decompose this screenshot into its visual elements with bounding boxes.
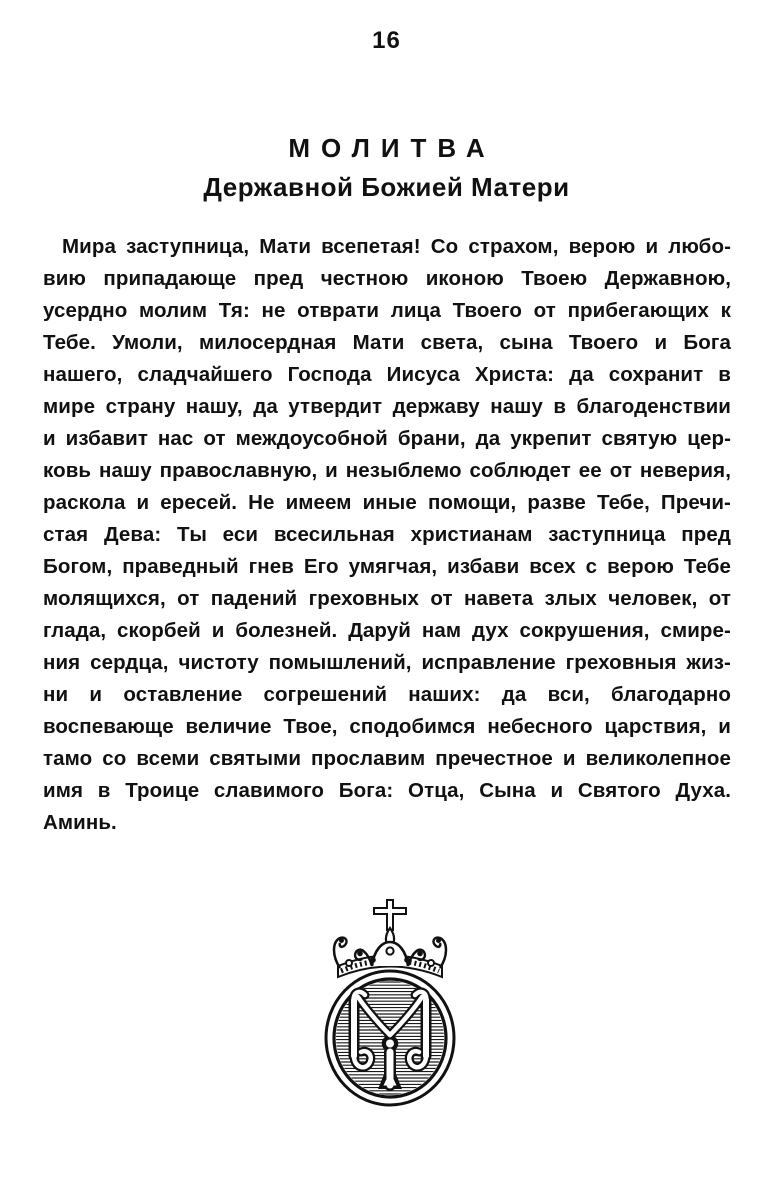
prayer-line: усердно молим Тя: не отврати лица Твоего от прибегающих к [43, 299, 731, 322]
prayer-line: Аминь. [43, 811, 117, 834]
prayer-line: Мира заступница, Мати всепетая! Со страхом, верою и любо- [62, 235, 731, 258]
prayer-line: тамо со всеми святыми прославим пречестное и великолепное [43, 747, 731, 770]
prayer-line: воспевающе величие Твое, сподобимся небесного царствия, и [43, 715, 731, 738]
prayer-line: вию припадающе пред честною иконою Твоею Державною, [43, 267, 731, 290]
prayer-line: ни и оставление согрешений наших: да вси, благодарно [43, 683, 731, 706]
prayer-title: МОЛИТВА [288, 133, 496, 163]
prayer-text [43, 231, 731, 839]
prayer-subtitle: Державной Божией Матери [203, 172, 570, 202]
emblem [310, 880, 470, 1112]
prayer-line: глада, скорбей и болезней. Даруй нам дух сокрушения, смире- [43, 619, 731, 642]
prayer-line: Тебе. Умоли, милосердная Мати света, сына Твоего и Бога [43, 331, 731, 354]
crowned-medallion-icon [310, 880, 470, 1112]
prayer-line: ния сердца, чистоту помышлений, исправление греховныя жиз- [43, 651, 731, 674]
prayer-line: молящихся, от падений греховных от навета злых человек, от [43, 587, 731, 610]
title-block [0, 133, 773, 203]
prayer-line: мире страну нашу, да утвердит державу нашу в благоденствии [43, 395, 731, 418]
prayer-line: Богом, праведный гнев Его умягчая, избави всех с верою Тебе [43, 555, 731, 578]
prayer-line: раскола и ересей. Не имеем иные помощи, разве Тебе, Пречи- [43, 491, 731, 514]
prayer-line: и избавит нас от междоусобной брани, да укрепит святую цер- [43, 427, 731, 450]
page-number: 16 [372, 27, 401, 54]
prayer-line: ковь нашу православную, и незыблемо соблюдет ее от неверия, [43, 459, 731, 482]
prayer-line: имя в Троице славимого Бога: Отца, Сына и Святого Духа. [43, 779, 731, 802]
prayer-line: стая Дева: Ты еси всесильная христианам заступница пред [43, 523, 731, 546]
medallion-icon [326, 971, 454, 1105]
prayer-line: нашего, сладчайшего Господа Иисуса Христа: да сохранит в [43, 363, 731, 386]
